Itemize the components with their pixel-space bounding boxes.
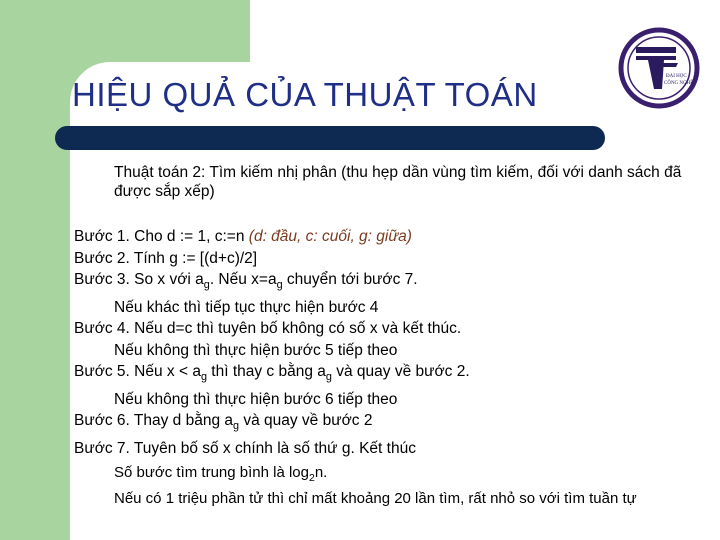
logo-line2: CÔNG NGHỆ — [664, 81, 694, 86]
step-3-sub-1: g — [203, 279, 210, 292]
algorithm-steps — [74, 226, 694, 459]
step-6 — [74, 410, 694, 438]
step-1-text: Bước 1. Cho d := 1, c:=n — [74, 228, 249, 245]
step-1 — [74, 226, 694, 248]
step-5 — [74, 361, 694, 389]
logo-line1: ĐẠI HỌC — [666, 74, 687, 79]
step-5-part-b: thì thay c bằng a — [206, 363, 326, 381]
step-3-part-a: Bước 3. So x với a — [74, 271, 204, 288]
step-6-sub: g — [233, 420, 240, 433]
step-2: Bước 2. Tính g := [(d+c)/2] — [74, 249, 258, 267]
step-6-part-b: và quay về bước 2 — [239, 412, 373, 430]
step-3-part-c: chuyển tới bước 7. — [282, 271, 418, 288]
step-7: Bước 7. Tuyên bố số x chính là số thứ g. Kết thúc — [74, 439, 416, 457]
intro-text: Thuật toán 2: Tìm kiếm nhị phân (thu hẹp dần vùng tìm kiếm, đối với danh sách đã được sắp xếp) — [114, 164, 682, 200]
step-5-part-c: và quay về bước 2. — [331, 363, 470, 381]
step-3-sub-2: g — [276, 279, 283, 292]
step-5-sub-2: g — [325, 371, 332, 384]
summary-line-2: Nếu có 1 triệu phần tử thì chỉ mất khoảng 20 lần tìm, rất nhỏ so với tìm tuần tự — [114, 489, 637, 507]
summary-notes — [114, 463, 714, 509]
step-1-note: (d: đầu, c: cuối, g: giữa) — [248, 228, 412, 245]
step-3-continuation: Nếu khác thì tiếp tục thực hiện bước 4 — [114, 298, 379, 316]
log-base-subscript: 2 — [308, 472, 315, 484]
summary-line-1-text: Số bước tìm trung bình là log — [114, 464, 309, 481]
step-3 — [74, 269, 694, 297]
summary-line-1 — [114, 463, 714, 489]
step-5-sub-1: g — [200, 371, 207, 384]
step-4: Bước 4. Nếu d=c thì tuyên bố không có số x và kết thúc. — [74, 320, 462, 338]
step-3-part-b: . Nếu x=a — [209, 271, 277, 288]
university-logo — [618, 27, 700, 109]
slide-title: HIỆU QUẢ CỦA THUẬT TOÁN — [72, 76, 538, 113]
step-6-part-a: Bước 6. Thay d bằng a — [74, 412, 233, 430]
step-5-part-a: Bước 5. Nếu x < a — [74, 363, 201, 381]
summary-line-1-end: n. — [314, 464, 328, 481]
step-4-continuation: Nếu không thì thực hiện bước 5 tiếp theo — [114, 341, 398, 359]
title-underline-bar — [55, 126, 605, 150]
step-5-continuation: Nếu không thì thực hiện bước 6 tiếp theo — [114, 390, 398, 408]
